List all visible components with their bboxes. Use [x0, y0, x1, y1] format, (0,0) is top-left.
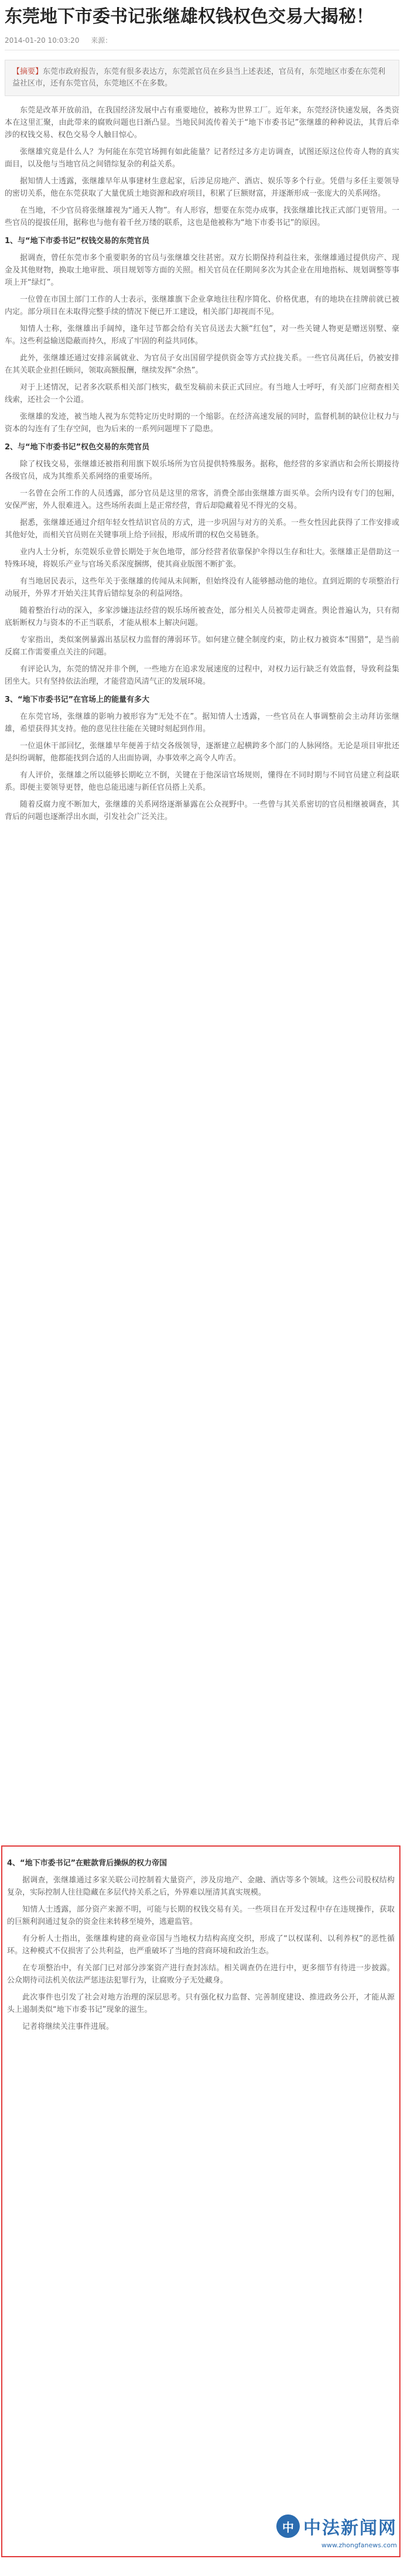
intro-paragraph: 在当地，不少官员将张继雄视为“通天人物”。有人形容，想要在东莞办成事，找张继雄比找正式部门更管用。一些官员的提拔任用，据称也与他有着千丝万缕的联系，这也是他被称为“地下市委书记”的原因。 — [5, 206, 399, 227]
intro-section — [5, 104, 399, 229]
section-1-paragraph: 此外，张继雄还通过安排亲属就业、为官员子女出国留学提供资金等方式拉拢关系。一些官员离任后，仍被安排在其关联企业担任顾问，领取高额报酬，继续发挥“余热”。 — [5, 354, 399, 375]
section-4-paragraph: 在专项整治中，有关部门已对部分涉案资产进行查封冻结。相关调查仍在进行中，更多细节有待进一步披露。公众期待司法机关依法严惩违法犯罪行为，让腐败分子无处藏身。 — [7, 1964, 395, 1985]
section-1-paragraph: 一位曾在市国土部门工作的人士表示，张继雄旗下企业拿地往往程序简化、价格优惠，有的地块在挂牌前就已被内定。部分项目在未取得完整手续的情况下便已开工建设，相关部门却视而不见。 — [5, 295, 399, 316]
section-2-paragraph: 有当地居民表示，这些年关于张继雄的传闻从未间断，但始终没有人能够撼动他的地位。直到近期的专项整治行动展开，外界才开始关注其背后错综复杂的利益网络。 — [5, 577, 399, 598]
section-3-heading: 3、“地下市委书记”在官场上的能量有多大 — [5, 695, 150, 704]
section-1-body — [5, 252, 399, 435]
section-1-paragraph: 据调查，曾任东莞市多个重要职务的官员与张继雄交往甚密。双方长期保持利益往来，张继雄通过提供房产、现金及其他财物，换取土地审批、项目规划等方面的关照。相关官员在任期间多次为其企业在用地指标、规划调整等事项上开“绿灯”。 — [5, 254, 399, 287]
article — [5, 5, 399, 828]
section-2-paragraph: 有评论认为，东莞的情况并非个例，一些地方在追求发展速度的过程中，对权力运行缺乏有效监督，导致利益集团坐大。只有坚持依法治理，才能营造风清气正的发展环境。 — [5, 665, 399, 686]
section-2-paragraph: 据悉，张继雄还通过介绍年轻女性结识官员的方式，进一步巩固与对方的关系。一些女性因此获得了工作安排或其他好处，而相关官员则在关键事项上给予回报，形成所谓的权色交易链条。 — [5, 518, 399, 540]
section-2-body — [5, 458, 399, 688]
section-4-heading: 4、“地下市委书记”在赃款背后操纵的权力帝国 — [7, 1859, 167, 1868]
site-url: www.zhongfanews.com — [321, 2541, 397, 2549]
section-3-paragraph: 有人评价，张继雄之所以能够长期屹立不倒，关键在于他深谙官场规则，懂得在不同时期与不同官员建立利益联系。即便主要领导更替，他也总能迅速与新任官员搭上关系。 — [5, 771, 399, 792]
section-1-heading: 1、与“地下市委书记”权钱交易的东莞官员 — [5, 237, 150, 245]
intro-paragraph: 据知情人士透露，张继雄早年从事建材生意起家，后涉足房地产、酒店、娱乐等多个行业。凭借与多任主要领导的密切关系，他在东莞获取了大量优质土地资源和政府项目，积累了巨额财富，并逐渐形成一张庞大的关系网络。 — [5, 177, 399, 198]
section-4-body — [7, 1874, 395, 2033]
site-watermark — [276, 2513, 397, 2539]
section-2-paragraph: 业内人士分析，东莞娱乐业曾长期处于灰色地带，部分经营者依靠保护伞得以生存和壮大。张继雄正是借助这一特殊环境，将娱乐产业与官场关系深度捆绑，使其商业版图不断扩张。 — [5, 548, 399, 569]
section-3-paragraph: 在东莞官场，张继雄的影响力被形容为“无处不在”。据知情人士透露，一些官员在人事调整前会主动拜访张继雄，希望获得其支持。他的意见往往能在关键时刻起到作用。 — [5, 712, 399, 733]
site-brand: 中法新闻网 — [303, 2518, 397, 2539]
summary-box — [5, 60, 399, 96]
section-2-paragraph: 专家指出，类似案例暴露出基层权力监督的薄弱环节。如何建立健全制度约束，防止权力被资本“围猎”，是当前反腐工作需要重点关注的问题。 — [5, 636, 399, 657]
intro-paragraph: 张继雄究竟是什么人？为何能在东莞官场拥有如此能量？记者经过多方走访调查，试图还原这位传奇人物的真实面目，以及他与当地官员之间错综复杂的利益关系。 — [5, 148, 399, 169]
summary-label: 【摘要】 — [12, 67, 43, 76]
section-1-paragraph: 对于上述情况，记者多次联系相关部门核实，截至发稿前未获正式回应。有当地人士呼吁，有关部门应彻查相关线索，还社会一个公道。 — [5, 383, 399, 404]
section-2-heading: 2、与“地下市委书记”权色交易的东莞官员 — [5, 443, 150, 452]
section-1-paragraph: 张继雄的发迹，被当地人视为东莞特定历史时期的一个缩影。在经济高速发展的同时，监督机制的缺位让权力与资本的勾连有了生存空间，也为后来的一系列问题埋下了隐患。 — [5, 412, 399, 434]
section-4-paragraph: 知情人士透露，部分资产来源不明，可能与长期的权钱交易有关。一些项目在开发过程中存在违规操作，获取的巨额利润通过复杂的资金往来转移至境外，逃避监管。 — [7, 1905, 395, 1926]
section-3-paragraph: 一位退休干部回忆，张继雄早年便善于结交各级领导，逐渐建立起横跨多个部门的人脉网络。无论是项目审批还是纠纷调解，他都能找到合适的人出面协调，办事效率之高令人咋舌。 — [5, 742, 399, 763]
source-label: 来源： — [91, 36, 112, 45]
section-4-paragraph: 此次事件也引发了社会对地方治理的深层思考。只有强化权力监督、完善制度建设、推进政务公开，才能从源头上遏制类似“地下市委书记”现象的滋生。 — [7, 1993, 395, 2014]
section-1-paragraph: 知情人士称，张继雄出手阔绰，逢年过节都会给有关官员送去大额“红包”，对一些关键人物更是赠送别墅、豪车。这些利益输送隐蔽而持久，形成了牢固的利益共同体。 — [5, 325, 399, 346]
section-3-paragraph: 随着反腐力度不断加大，张继雄的关系网络逐渐暴露在公众视野中。一些曾与其关系密切的官员相继被调查，其背后的问题也逐渐浮出水面，引发社会广泛关注。 — [5, 800, 399, 821]
section-2-paragraph: 除了权钱交易，张继雄还被指利用旗下娱乐场所为官员提供特殊服务。据称，他经营的多家酒店和会所长期接待各级官员，成为其维系关系网络的重要场所。 — [5, 460, 399, 481]
section-4-paragraph: 据调查，张继雄通过多家关联公司控制着大量资产，涉及房地产、金融、酒店等多个领域。这些公司股权结构复杂，实际控制人往往隐藏在多层代持关系之后，外界难以厘清其真实规模。 — [7, 1876, 395, 1897]
article-meta — [5, 35, 399, 50]
section-2-paragraph: 一名曾在会所工作的人员透露，部分官员是这里的常客，消费全部由张继雄方面买单。会所内设有专门的包厢，安保严密，外人很难进入。这些场所表面上是正常经营，背后却隐藏着见不得光的交易。 — [5, 489, 399, 510]
summary-text: 东莞市政府报告，东莞有很多表达方，东莞派官员在乡县当上述表述，官员有，东莞地区市委在东莞利益社区市，还有东莞官员，东莞地区不在多数。 — [12, 67, 386, 88]
highlighted-section-box — [1, 1845, 400, 2557]
intro-paragraph: 东莞是改革开放前沿，在我国经济发展中占有重要地位，被称为世界工厂。近年来，东莞经济快速发展，各类资本在这里汇聚，由此带来的腐败问题也日渐凸显。当地民间流传着关于“地下市委书记”张继雄的种种说法，其背后牵涉的权钱交易、权色交易令人触目惊心。 — [5, 106, 399, 139]
section-4-paragraph: 记者将继续关注事件进展。 — [22, 2022, 114, 2031]
section-2-paragraph: 随着整治行动的深入，多家涉嫌违法经营的娱乐场所被查处，部分相关人员被带走调查。舆论普遍认为，只有彻底斩断权力与资本的不正当联系，才能从根本上解决问题。 — [5, 606, 399, 627]
site-logo-icon: 中 — [276, 2514, 300, 2538]
publish-date: 2014-01-20 10:03:20 — [5, 36, 80, 45]
section-3-body — [5, 711, 399, 823]
article-title: 东莞地下市委书记张继雄权钱权色交易大揭秘！ — [5, 6, 374, 27]
section-4-paragraph: 有分析人士指出，张继雄构建的商业帝国与当地权力结构高度交织，形成了“以权谋利、以利养权”的恶性循环。这种模式不仅损害了公共利益，也严重破坏了当地的营商环境和政治生态。 — [7, 1934, 395, 1956]
